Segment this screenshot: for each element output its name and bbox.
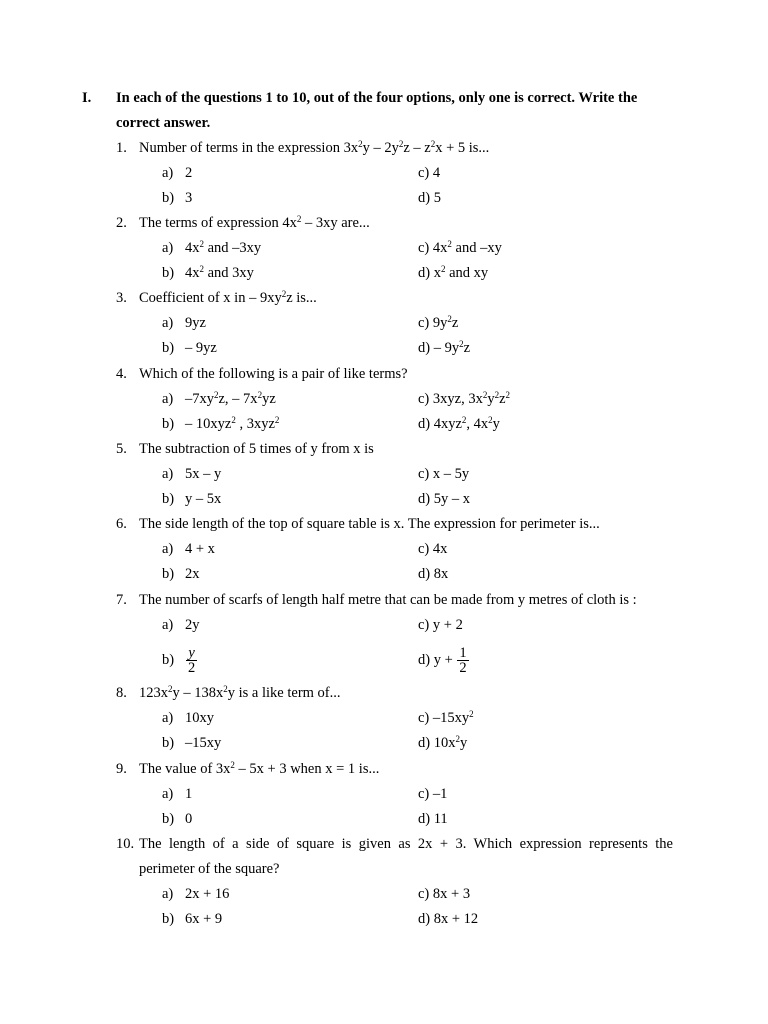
option-label: d)	[418, 911, 431, 927]
option-label: b)	[162, 265, 175, 281]
question-1	[116, 136, 676, 161]
option-text: 6x + 9	[185, 911, 223, 927]
option-label: a)	[162, 165, 174, 181]
option-a	[162, 236, 261, 261]
option-c	[418, 782, 447, 807]
option-text: 2x	[185, 566, 200, 582]
option-b	[162, 186, 192, 211]
option-text: $-15xy^2$	[432, 709, 474, 726]
option-d	[418, 562, 448, 587]
option-label: b)	[162, 190, 175, 206]
option-text: 1	[185, 786, 193, 802]
option-text: 0	[185, 811, 193, 827]
option-label: b)	[162, 416, 175, 432]
option-label: c)	[418, 240, 430, 256]
option-a	[162, 161, 192, 186]
option-d	[418, 186, 441, 211]
option-label: c)	[418, 315, 430, 331]
option-text: 8x + 3	[432, 886, 471, 902]
question-text-continued: perimeter of the square?	[139, 861, 280, 877]
option-text: 3xyz, $3x^2y^2z^2$	[432, 390, 511, 407]
option-d	[418, 907, 478, 932]
option-label: a)	[162, 315, 174, 331]
option-b	[162, 646, 198, 675]
option-d	[418, 731, 467, 756]
question-number: 3.	[116, 290, 127, 306]
option-b	[162, 907, 222, 932]
option-label: a)	[162, 240, 174, 256]
option-label: c)	[418, 886, 430, 902]
option-label: d)	[418, 735, 431, 751]
question-7	[116, 588, 676, 613]
option-label: a)	[162, 391, 174, 407]
option-text: – 9yz	[185, 340, 217, 356]
option-text: 11	[433, 811, 448, 827]
question-text: The value of $3x^2 - 5x + 3$ when x = 1 is...	[139, 760, 380, 777]
option-text: 2y	[185, 617, 200, 633]
question-6	[116, 512, 676, 537]
question-number: 5.	[116, 441, 127, 457]
option-text: 8x	[433, 566, 449, 582]
option-a	[162, 537, 215, 562]
option-b	[162, 731, 221, 756]
option-b	[162, 807, 192, 832]
option-a	[162, 387, 276, 412]
option-c	[418, 462, 469, 487]
option-d	[418, 336, 470, 361]
option-label: c)	[418, 165, 430, 181]
option-text: $10x^2y$	[433, 734, 468, 751]
question-number: 2.	[116, 215, 127, 231]
option-c	[418, 706, 474, 731]
question-text: Number of terms in the expression $3x^2y - 2y^2z - z^2x + 5$ is...	[139, 139, 490, 156]
option-label: d)	[418, 265, 431, 281]
question-3	[116, 286, 676, 311]
option-text: $4x^2$ and 3xy	[185, 264, 254, 281]
option-d	[418, 807, 448, 832]
option-text: $-7xy^2z$, – $7x^2yz$	[185, 390, 276, 407]
option-text: $4x^2$ and –3xy	[185, 239, 262, 256]
question-number: 6.	[116, 516, 127, 532]
option-label: d)	[418, 416, 431, 432]
option-label: a)	[162, 710, 174, 726]
option-label: c)	[418, 541, 430, 557]
option-d	[418, 646, 470, 675]
option-text: $4x^2$ and –xy	[432, 239, 502, 256]
option-c	[418, 613, 463, 638]
option-label: a)	[162, 886, 174, 902]
question-text: The terms of expression $4x^2 - 3xy$ are...	[139, 214, 370, 231]
option-text: – $9y^2z$	[433, 339, 471, 356]
option-text: 4x	[432, 541, 448, 557]
question-8	[116, 681, 676, 706]
option-label: c)	[418, 786, 430, 802]
option-c	[418, 236, 502, 261]
question-text: Which of the following is a pair of like terms?	[139, 366, 408, 382]
option-label: c)	[418, 710, 430, 726]
option-text: y – 5x	[185, 491, 222, 507]
question-10	[116, 832, 676, 857]
option-c	[418, 537, 447, 562]
question-4	[116, 362, 676, 387]
fraction: $\frac{y}{2}$	[188, 645, 196, 676]
option-label: d)	[418, 811, 431, 827]
option-text	[185, 645, 198, 676]
option-text: 4	[432, 165, 441, 181]
option-text: $9y^2z$	[432, 314, 459, 331]
option-a	[162, 782, 192, 807]
option-c	[418, 311, 458, 336]
option-text: y + 2	[432, 617, 463, 633]
option-a	[162, 613, 200, 638]
option-text: 10xy	[185, 710, 214, 726]
section-number: I.	[82, 90, 92, 106]
question-number: 8.	[116, 685, 127, 701]
question-5	[116, 437, 676, 462]
option-b	[162, 562, 200, 587]
question-text: Coefficient of x in – $9xy^2z$ is...	[139, 289, 317, 306]
option-label: d)	[418, 340, 431, 356]
option-label: d)	[418, 190, 431, 206]
option-d	[418, 412, 500, 437]
option-text: 3	[185, 190, 193, 206]
option-text: – 10xyz$^2$ , 3xyz$^2$	[185, 415, 280, 432]
option-text: 5	[433, 190, 441, 206]
option-c	[418, 882, 470, 907]
question-text: The side length of the top of square table is x. The expression for perimeter is...	[139, 516, 600, 532]
option-label: d)	[418, 651, 431, 668]
option-text: 2	[185, 165, 193, 181]
option-text: 9yz	[185, 315, 206, 331]
question-number: 1.	[116, 140, 127, 156]
option-text: $x^2$ and xy	[433, 264, 489, 281]
question-text: The number of scarfs of length half metre that can be made from y metres of cloth is :	[139, 592, 637, 608]
option-b	[162, 412, 279, 437]
option-b	[162, 487, 221, 512]
option-a	[162, 462, 221, 487]
option-text: –15xy	[185, 735, 222, 751]
option-text: 5y – x	[433, 491, 470, 507]
question-number: 4.	[116, 366, 127, 382]
section-instruction: In each of the questions 1 to 10, out of the four options, only one is correct. Write the correct answer.	[116, 90, 638, 131]
option-label: a)	[162, 541, 174, 557]
option-label: a)	[162, 617, 174, 633]
option-d	[418, 261, 488, 286]
option-text: –1	[432, 786, 448, 802]
option-label: b)	[162, 911, 175, 927]
option-label: b)	[162, 566, 175, 582]
option-label: b)	[162, 651, 175, 668]
question-number: 7.	[116, 592, 127, 608]
question-number: 10.	[116, 836, 135, 852]
fraction: $\frac{1}{2}$	[459, 645, 467, 676]
option-label: a)	[162, 786, 174, 802]
option-text: 5x – y	[185, 466, 222, 482]
option-label: d)	[418, 491, 431, 507]
option-label: b)	[162, 811, 175, 827]
option-label: d)	[418, 566, 431, 582]
question-9	[116, 757, 676, 782]
option-label: b)	[162, 340, 175, 356]
option-a	[162, 706, 214, 731]
option-label: a)	[162, 466, 174, 482]
option-label: b)	[162, 491, 175, 507]
option-label: c)	[418, 391, 430, 407]
option-label: c)	[418, 466, 430, 482]
option-b	[162, 336, 217, 361]
option-c	[418, 387, 510, 412]
option-text: 2x + 16	[185, 886, 230, 902]
option-a	[162, 882, 229, 907]
option-text: 4xyz$^2$, $4x^2y$	[433, 415, 500, 432]
question-text: The length of a side of square is given as 2x + 3. Which expression represents the	[139, 836, 673, 852]
question-2	[116, 211, 676, 236]
option-a	[162, 311, 206, 336]
option-text: y + $\frac{1}{2}$	[433, 645, 467, 676]
option-text: 8x + 12	[433, 911, 479, 927]
option-text: x – 5y	[432, 466, 470, 482]
question-number: 9.	[116, 761, 127, 777]
question-text: $123x^2y - 138x^2y$ is a like term of...	[139, 684, 341, 701]
option-text: 4 + x	[185, 541, 215, 557]
question-text: The subtraction of 5 times of y from x is	[139, 441, 374, 457]
option-c	[418, 161, 440, 186]
option-label: b)	[162, 735, 175, 751]
option-b	[162, 261, 254, 286]
option-d	[418, 487, 470, 512]
option-label: c)	[418, 617, 430, 633]
